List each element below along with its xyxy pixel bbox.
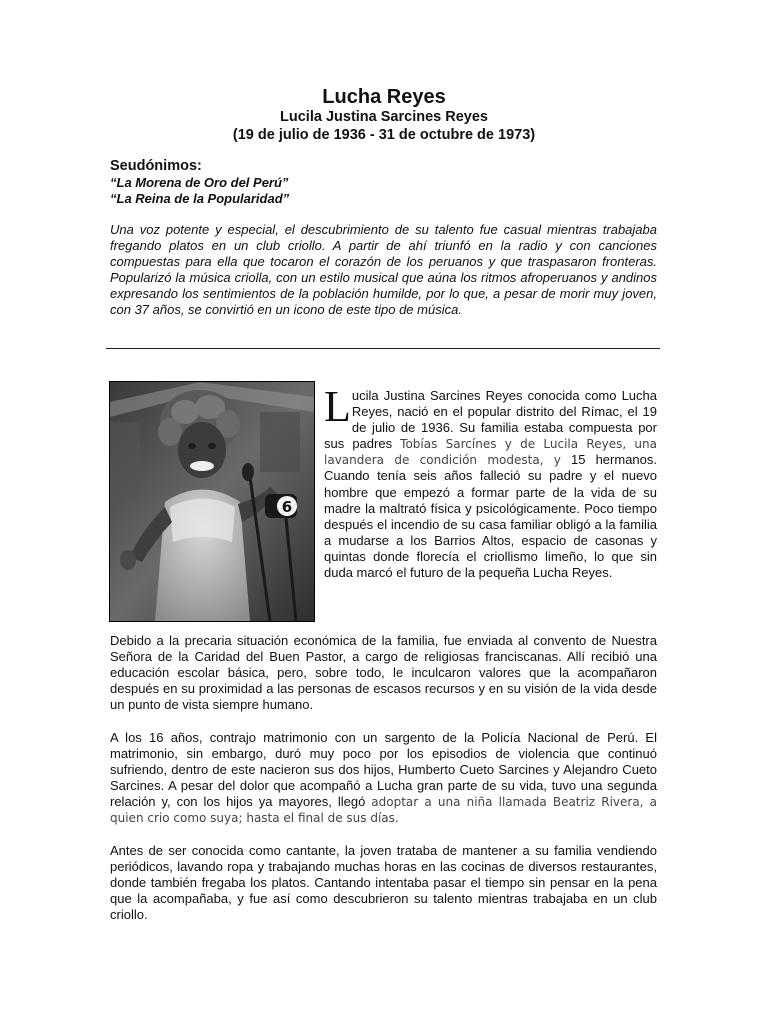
drop-cap: L xyxy=(324,382,351,431)
bio-paragraph-1 xyxy=(324,382,657,581)
pseudonym-item: “La Reina de la Popularidad” xyxy=(110,191,290,206)
pseudonyms-heading: Seudónimos: xyxy=(110,158,202,174)
bio-paragraph-3 xyxy=(110,730,657,827)
full-name-subtitle: Lucila Justina Sarcines Reyes xyxy=(280,109,488,125)
pseudonyms-section xyxy=(110,158,658,207)
intro-paragraph: Una voz potente y especial, el descubrimiento de su talento fue casual mientras trabajaba fregando platos en un club criollo. A partir de ahí triunfó en la radio y con canciones compuestas para ella que tocaron el corazón de los peruanos y que traspasaron fronteras. Popularizó la música criolla, con un estilo musical que aúna los ritmos afroperuanos y andinos expresando los sentimientos de la población humilde, por lo que, a pesar de morir muy joven, con 37 años, se convirtió en un icono de este tipo de música. xyxy=(110,222,657,318)
section-divider xyxy=(106,348,660,349)
bio-paragraph-4: Antes de ser conocida como cantante, la joven trataba de mantener a su familia vendiendo periódicos, lavando ropa y trabajando muchas horas en las cocinas de diversos restaurantes, donde también fregaba los platos. Cantando intentaba pasar el tiempo sin pensar en la pena que la acompañaba, y fue así como descubrieron su talento mientras trabajaba en un club criollo. xyxy=(110,843,657,923)
bio-paragraph-1-gray: Tobías Sarcínes y de Lucila Reyes, una lavandera de condición modesta, y xyxy=(324,437,657,468)
bio-paragraph-2: Debido a la precaria situación económica de la familia, fue enviada al convento de Nuestra Señora de la Caridad del Buen Pastor, a cargo de religiosas franciscanas. Allí recibió una educación escolar básica, pero, sobre todo, le inculcaron valores que la acompañaron después en su proximidad a las personas de escasos recursos y en su visión de la vida desde un punto de vista siempre humano. xyxy=(110,633,657,713)
pseudonym-item: “La Morena de Oro del Perú” xyxy=(110,175,289,190)
mic-number-label: 6 xyxy=(281,498,293,516)
bio-paragraph-3-gray: adoptar a una niña llamada Beatriz Rivera, a quien crio como suya; hasta el final de sus días. xyxy=(110,795,657,826)
bio-paragraph-1-text-end: 15 hermanos. Cuando tenía seis años falleció su padre y el nuevo hombre que empezó a formar parte de la vida de su madre la maltrató física y psicológicamente. Poco tiempo después el incendio de su casa familiar obligó a la familia a mudarse a los Barrios Altos, espacio de casonas y quintas donde florecía el criollismo limeño, lo que sin duda marcó el futuro de la pequeña Lucha Reyes. xyxy=(324,452,657,581)
page-title: Lucha Reyes xyxy=(322,86,446,108)
bio-paragraph-3-text: A los 16 años, contrajo matrimonio con un sargento de la Policía Nacional de Perú. El matrimonio, sin embargo, duró muy poco por los episodios de violencia que continuó sufriendo, dentro de este nacieron sus dos hijos, Humberto Cueto Sarcines y Alejandro Cueto Sarcines. A pesar del dolor que acompañó a Lucha gran parte de su vida, tuvo una segunda relación y, con los hijos ya mayores, llegó xyxy=(110,730,657,810)
life-dates: (19 de julio de 1936 - 31 de octubre de 1973) xyxy=(232,127,536,143)
bio-paragraph-1-text: ucila Justina Sarcines Reyes conocida como Lucha Reyes, nació en el popular distrito del Rímac, el 19 de julio de 1936. Su familia estaba compuesta por sus padres xyxy=(324,388,657,452)
singer-photo xyxy=(109,381,315,622)
